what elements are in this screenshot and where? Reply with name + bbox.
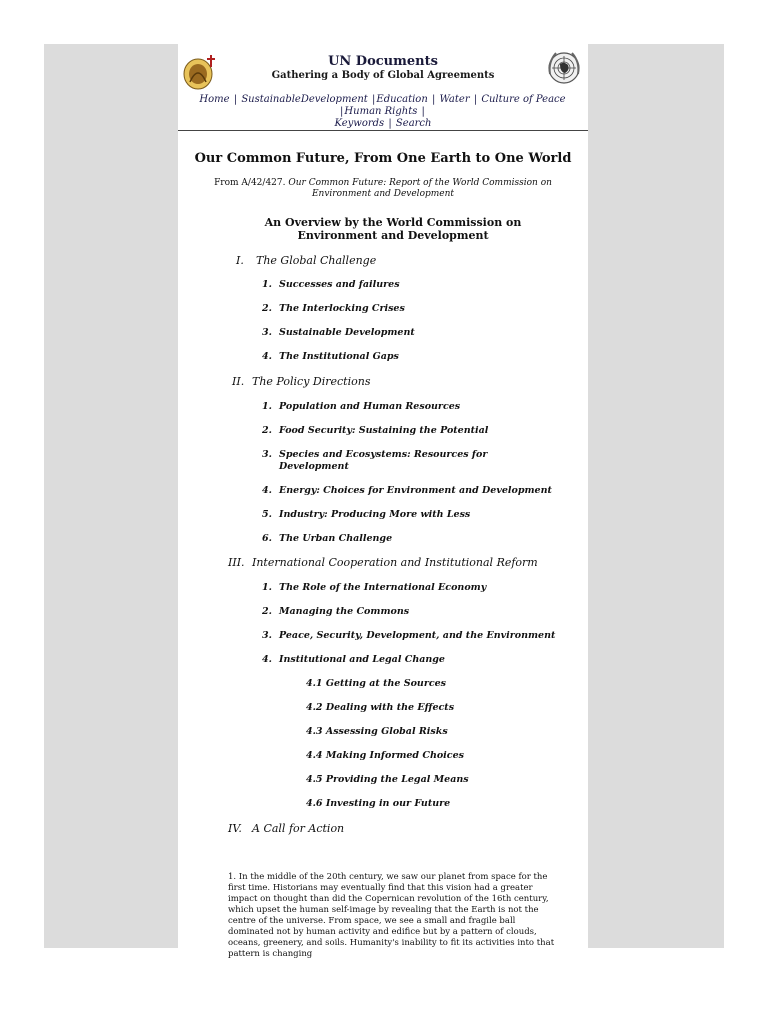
toc-item-title: The Institutional Gaps <box>279 351 399 362</box>
toc-section-number: II. <box>232 375 245 388</box>
site-title: UN Documents <box>328 54 438 69</box>
toc-item[interactable] <box>262 485 562 497</box>
toc-subitem[interactable]: 4.6 Investing in our Future <box>306 798 451 809</box>
toc-item-number: 3. <box>262 449 272 460</box>
toc-subitem[interactable]: 4.5 Providing the Legal Means <box>306 774 469 785</box>
toc-subitem[interactable]: 4.4 Making Informed Choices <box>306 750 464 761</box>
toc-item-number: 6. <box>262 533 272 544</box>
nav-link-culture-of-peace[interactable]: Culture of Peace <box>481 94 566 105</box>
toc-item[interactable] <box>262 351 562 363</box>
nav-link-home[interactable]: Home <box>199 94 230 105</box>
nav-link-human-rights[interactable]: Human Rights <box>344 106 418 117</box>
overview-heading: An Overview by the World Commission on Environment and Development <box>264 216 522 242</box>
toc-item[interactable] <box>262 449 502 473</box>
toc-item-number: 3. <box>262 327 272 338</box>
toc-section-4[interactable] <box>228 822 344 835</box>
toc-item-number: 1. <box>262 582 272 593</box>
document-page[interactable] <box>178 44 588 959</box>
site-subtitle: Gathering a Body of Global Agreements <box>271 70 495 81</box>
document-title: Our Common Future, From One Earth to One World <box>194 151 572 166</box>
toc-item-number: 4. <box>262 351 272 362</box>
toc-item-number: 2. <box>262 425 272 436</box>
toc-item-number: 3. <box>262 630 272 641</box>
nav-link-water[interactable]: Water <box>439 94 470 105</box>
toc-item[interactable] <box>262 654 562 666</box>
toc-item-title: The Interlocking Crises <box>279 303 405 314</box>
toc-section-number: III. <box>228 556 245 569</box>
toc-item[interactable] <box>262 327 562 339</box>
toc-item-title: Successes and failures <box>279 279 400 290</box>
toc-item[interactable] <box>262 582 562 594</box>
toc-item[interactable] <box>262 279 562 291</box>
toc-section-1[interactable] <box>236 254 376 267</box>
toc-item-number: 4. <box>262 654 272 665</box>
toc-item-title: Institutional and Legal Change <box>279 654 445 665</box>
nav-link-education[interactable]: Education <box>376 94 428 105</box>
document-source <box>208 178 558 200</box>
toc-item-title: Population and Human Resources <box>279 401 461 412</box>
toc-item-number: 1. <box>262 401 272 412</box>
toc-item[interactable] <box>262 533 562 545</box>
toc-item-number: 1. <box>262 279 272 290</box>
toc-item-title: Managing the Commons <box>279 606 410 617</box>
toc-section-number: IV. <box>228 822 242 835</box>
toc-section-title: A Call for Action <box>252 822 345 835</box>
toc-item-title: The Urban Challenge <box>279 533 393 544</box>
toc-section-title: The Policy Directions <box>252 375 371 388</box>
toc-item-title: Energy: Choices for Environment and Development <box>279 485 552 496</box>
toc-item[interactable] <box>262 303 562 315</box>
toc-item-title: Species and Ecosystems: Resources for Development <box>279 449 488 472</box>
document-source-prefix: From A/42/427. <box>214 178 286 188</box>
toc-item-number: 2. <box>262 606 272 617</box>
site-navigation: Home | SustainableDevelopment |Education | Water | Culture of Peace |Human Rights | Keywords | Search <box>199 94 566 129</box>
toc-section-title: The Global Challenge <box>256 254 377 267</box>
toc-item-number: 2. <box>262 303 272 314</box>
toc-item[interactable] <box>262 509 562 521</box>
toc-section-2[interactable] <box>232 375 370 388</box>
toc-item-title: Sustainable Development <box>279 327 415 338</box>
toc-subitem[interactable]: 4.1 Getting at the Sources <box>306 678 447 689</box>
toc-subitem[interactable]: 4.2 Dealing with the Effects <box>306 702 455 713</box>
toc-section-number: I. <box>236 254 244 267</box>
nav-link-search[interactable]: Search <box>395 118 432 129</box>
toc-item-number: 4. <box>262 485 272 496</box>
toc-item-number: 5. <box>262 509 272 520</box>
toc-item[interactable] <box>262 425 562 437</box>
toc-item[interactable] <box>262 401 562 413</box>
toc-item[interactable] <box>262 630 562 642</box>
toc-section-3[interactable] <box>228 556 538 569</box>
nav-link-keywords[interactable]: Keywords <box>334 118 385 129</box>
toc-item[interactable] <box>262 606 562 618</box>
toc-item-title: The Role of the International Economy <box>279 582 487 593</box>
nav-link-sustainable-development[interactable]: SustainableDevelopment <box>241 94 368 105</box>
toc-item-title: Food Security: Sustaining the Potential <box>279 425 489 436</box>
toc-section-title: International Cooperation and Institutional Reform <box>252 556 538 569</box>
toc-item-title: Peace, Security, Development, and the Environment <box>279 630 556 641</box>
header-divider <box>178 130 588 131</box>
toc-item-title: Industry: Producing More with Less <box>279 509 471 520</box>
document-source-link[interactable]: Our Common Future: Report of the World Commission on Environment and Development <box>288 178 552 199</box>
body-paragraph: 1. In the middle of the 20th century, we saw our planet from space for the first time. Historians may eventually find that this vision had a greater impact on thought than did the Copernican revolution of the 16th century, which upset the human self-image by revealing that the Earth is not the centre of the universe. From space, we see a small and fragile ball dominated not by human activity and edifice but by a pattern of clouds, oceans, greenery, and soils. Humanity's inability to fit its activities into that pattern is changing <box>228 872 555 959</box>
toc-subitem[interactable]: 4.3 Assessing Global Risks <box>306 726 448 737</box>
